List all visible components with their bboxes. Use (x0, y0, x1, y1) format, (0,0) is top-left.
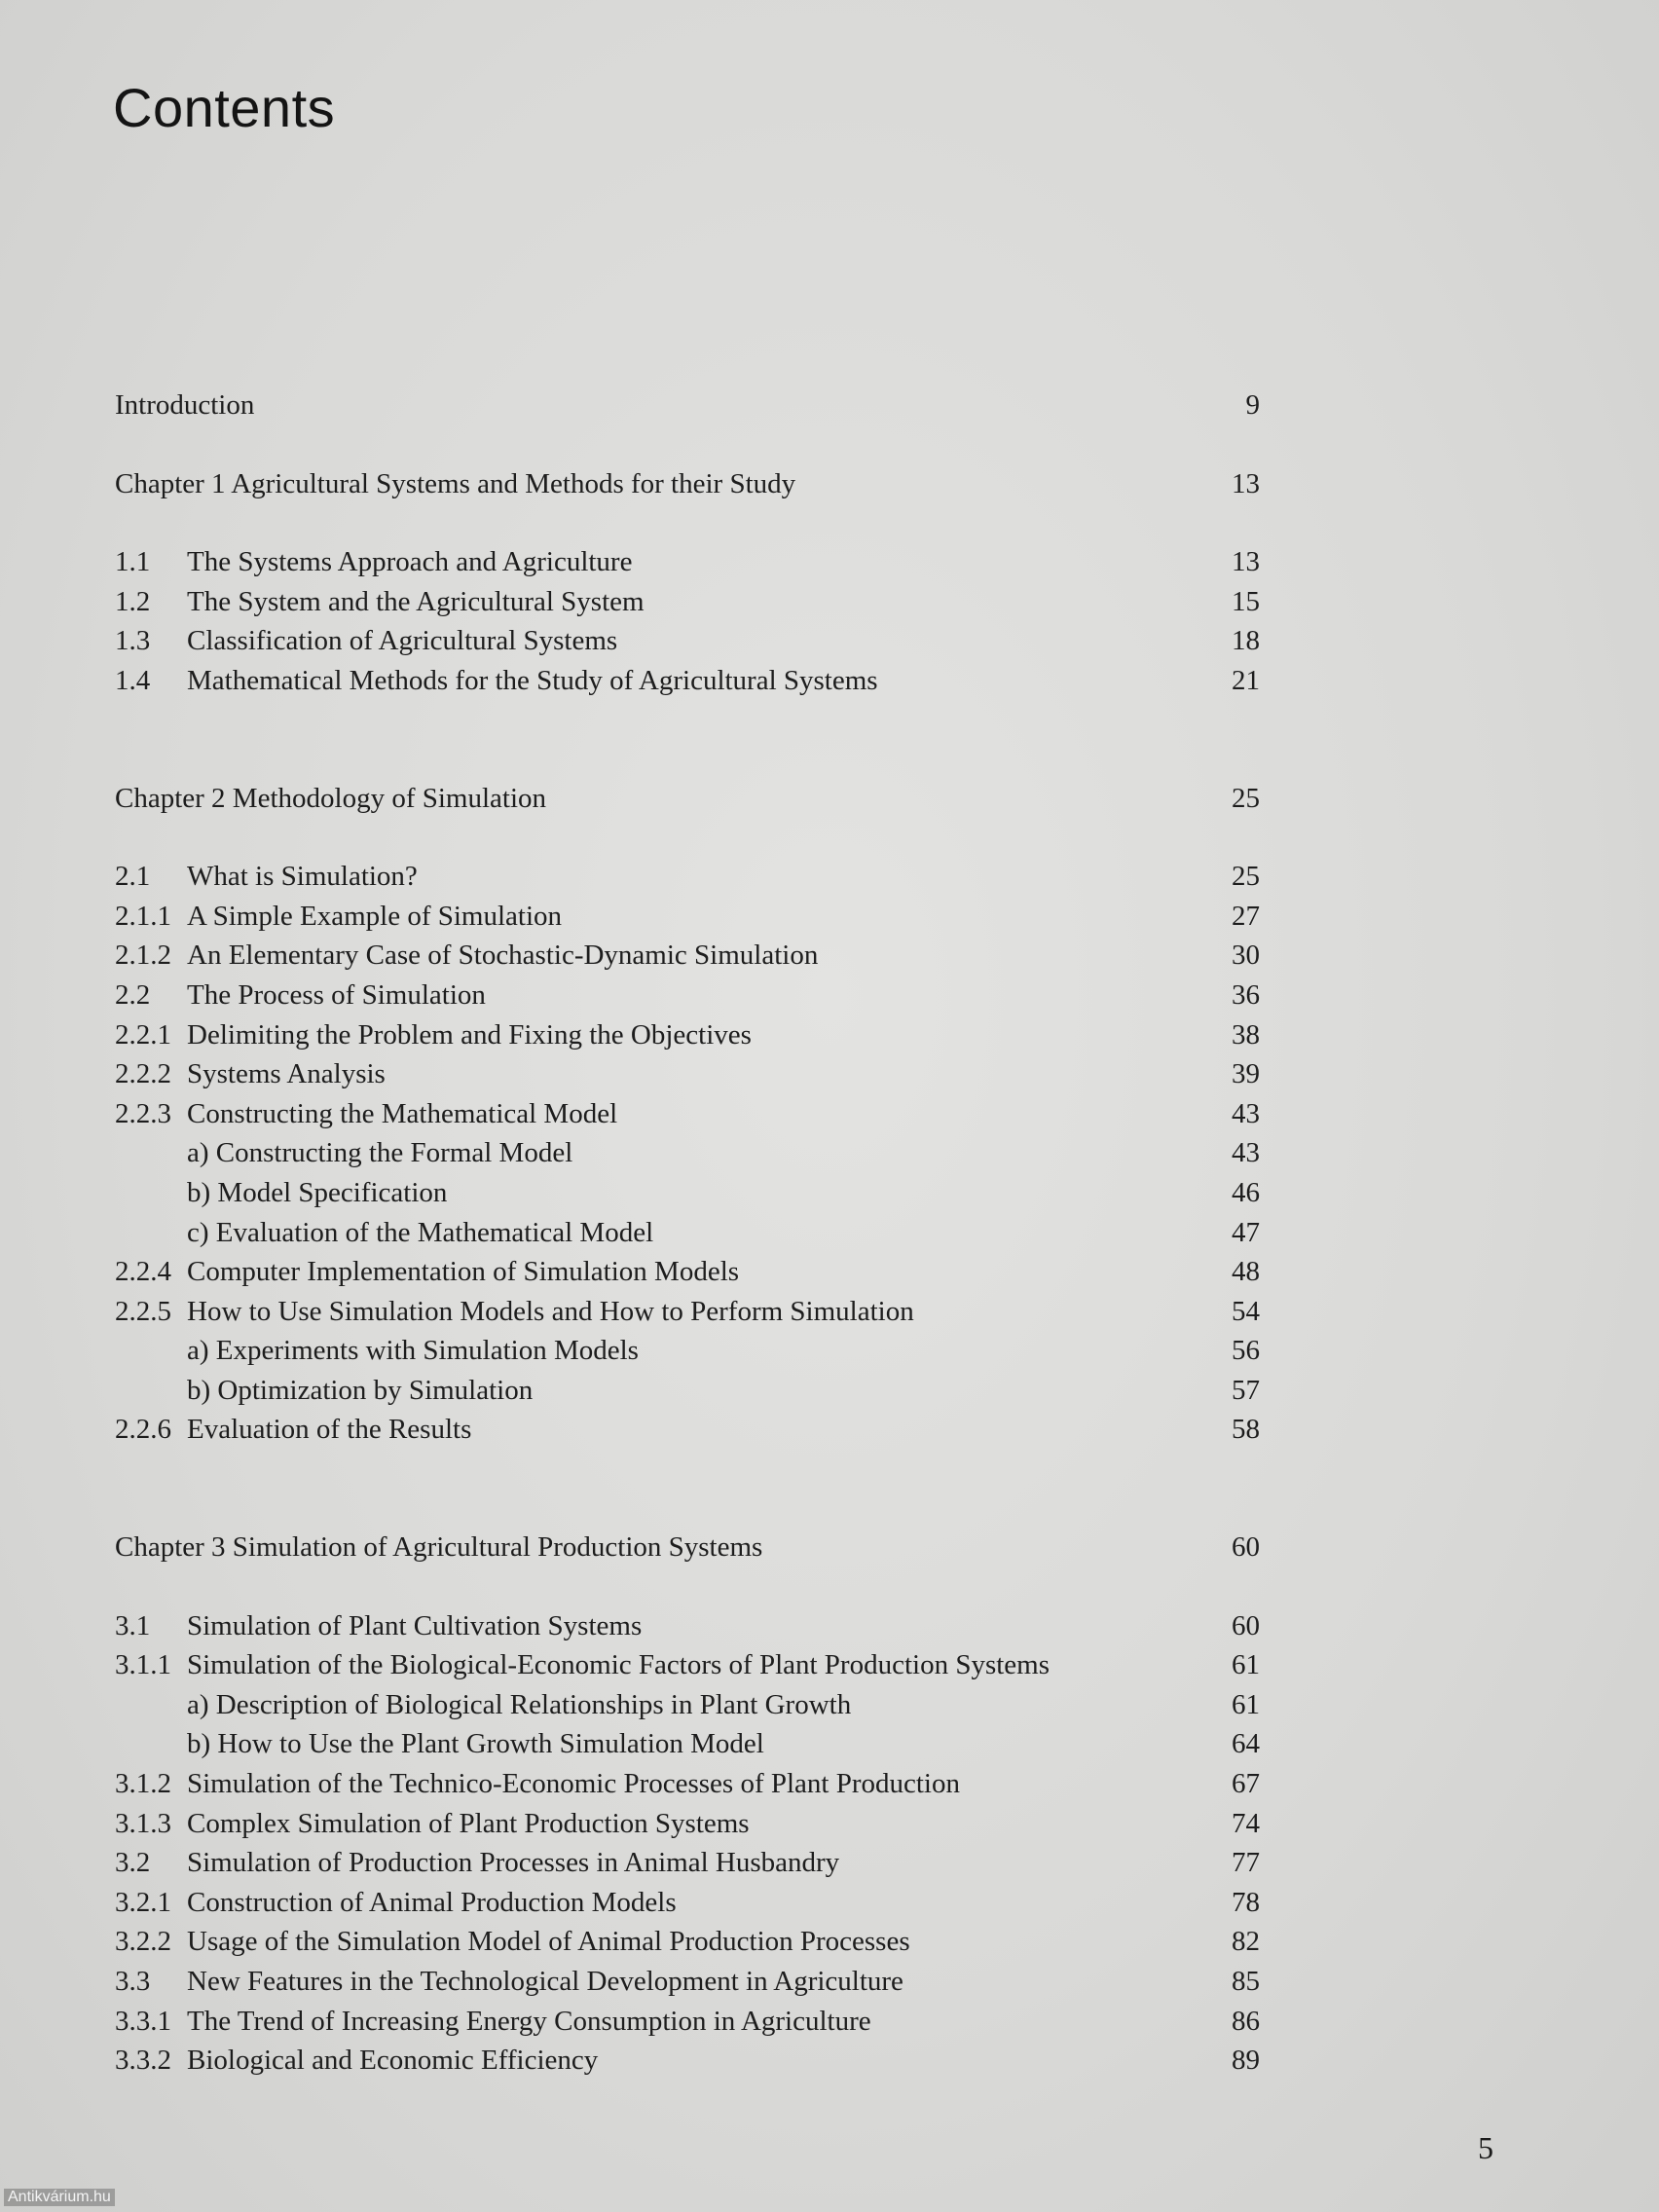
section-title: Usage of the Simulation Model of Animal Production Processes (187, 1926, 910, 1958)
toc-entry (115, 1962, 1260, 2002)
toc-entry (115, 1054, 1260, 1094)
section-title: Constructing the Mathematical Model (187, 1097, 618, 1129)
section-title: Delimiting the Problem and Fixing the Objectives (187, 1018, 752, 1051)
toc-entry (115, 857, 1260, 897)
section-number: 2.1.2 (115, 940, 171, 972)
toc-chapter-heading (115, 779, 1260, 819)
section-page: 36 (1232, 978, 1260, 1011)
section-page: 13 (1232, 546, 1260, 578)
toc-entry (115, 1133, 1260, 1173)
toc-entry (115, 621, 1260, 661)
section-page: 60 (1232, 1609, 1260, 1641)
section-title: b) Model Specification (187, 1176, 448, 1208)
section-number: 2.2.1 (115, 1018, 171, 1051)
table-of-contents (115, 386, 1260, 2081)
section-number: 2.2.5 (115, 1295, 171, 1327)
toc-entry (115, 1764, 1260, 1804)
section-number: 3.1.2 (115, 1768, 171, 1800)
section-page: 25 (1232, 861, 1260, 893)
section-title: b) How to Use the Plant Growth Simulation Model (187, 1728, 764, 1760)
section-title: Mathematical Methods for the Study of Agricultural Systems (187, 664, 878, 696)
section-title: How to Use Simulation Models and How to Perform Simulation (187, 1295, 914, 1327)
chapter-page: 25 (1232, 782, 1260, 814)
toc-entry (115, 1922, 1260, 1962)
toc-entry (115, 1213, 1260, 1253)
section-title: The Process of Simulation (187, 978, 486, 1011)
section-title: Simulation of the Biological-Economic Factors of Plant Production Systems (187, 1649, 1051, 1681)
toc-entry (115, 1685, 1260, 1725)
section-page: 47 (1232, 1216, 1260, 1248)
page-number: 5 (1478, 2130, 1493, 2165)
toc-entry (115, 1724, 1260, 1764)
section-page: 82 (1232, 1926, 1260, 1958)
section-title: Simulation of Production Processes in Animal Husbandry (187, 1847, 840, 1879)
section-number: 2.2.4 (115, 1256, 171, 1288)
section-number: 2.2 (115, 978, 151, 1011)
section-page: 18 (1232, 625, 1260, 657)
section-number: 3.2.2 (115, 1926, 171, 1958)
section-number: 2.2.3 (115, 1097, 171, 1129)
section-title: c) Evaluation of the Mathematical Model (187, 1216, 654, 1248)
section-page: 30 (1232, 940, 1260, 972)
section-title: The System and the Agricultural System (187, 585, 645, 617)
section-page: 39 (1232, 1058, 1260, 1090)
section-number: 3.2.1 (115, 1886, 171, 1918)
toc-chapter-heading (115, 464, 1260, 504)
section-title: a) Description of Biological Relationships in Plant Growth (187, 1688, 852, 1720)
toc-entry (115, 1410, 1260, 1450)
toc-entry (115, 1173, 1260, 1213)
page-title: Contents (113, 77, 336, 138)
toc-entry (115, 2041, 1260, 2081)
section-page: 57 (1232, 1374, 1260, 1406)
toc-entry (115, 1331, 1260, 1371)
section-number: 1.4 (115, 664, 151, 696)
toc-entry (115, 1371, 1260, 1411)
toc-entry (115, 1843, 1260, 1883)
toc-entry (115, 1606, 1260, 1646)
section-number: 3.3 (115, 1966, 151, 1997)
section-number: 3.1 (115, 1609, 151, 1641)
toc-entry (115, 2002, 1260, 2042)
section-number: 1.3 (115, 625, 151, 657)
section-title: Construction of Animal Production Models (187, 1886, 677, 1918)
section-page: 78 (1232, 1886, 1260, 1918)
section-page: 54 (1232, 1295, 1260, 1327)
section-title: The Trend of Increasing Energy Consumption in Agriculture (187, 2005, 871, 2037)
toc-entry (115, 1292, 1260, 1332)
section-page: 77 (1232, 1847, 1260, 1879)
section-page: 21 (1232, 664, 1260, 696)
section-page: 43 (1232, 1097, 1260, 1129)
toc-entry (115, 936, 1260, 976)
chapter-title: Chapter 2 Methodology of Simulation (115, 782, 547, 814)
section-page: 64 (1232, 1728, 1260, 1760)
section-title: Computer Implementation of Simulation Models (187, 1256, 740, 1288)
toc-entry (115, 897, 1260, 937)
section-page: 61 (1232, 1649, 1260, 1681)
toc-introduction-label: Introduction (115, 389, 255, 421)
toc-entry (115, 542, 1260, 582)
section-page: 15 (1232, 585, 1260, 617)
section-title: a) Constructing the Formal Model (187, 1137, 573, 1169)
section-number: 2.2.2 (115, 1058, 171, 1090)
watermark: Antikvárium.hu (4, 2189, 115, 2206)
section-title: Simulation of Plant Cultivation Systems (187, 1609, 643, 1641)
section-page: 43 (1232, 1137, 1260, 1169)
section-page: 67 (1232, 1768, 1260, 1800)
section-number: 1.1 (115, 546, 151, 578)
toc-entry (115, 661, 1260, 701)
section-page: 46 (1232, 1176, 1260, 1208)
section-title: A Simple Example of Simulation (187, 900, 563, 932)
section-number: 2.1.1 (115, 900, 171, 932)
toc-chapter-heading (115, 1528, 1260, 1567)
toc-entry (115, 1883, 1260, 1923)
toc-entry (115, 976, 1260, 1015)
section-title: Classification of Agricultural Systems (187, 625, 618, 657)
section-page: 56 (1232, 1335, 1260, 1367)
section-number: 2.1 (115, 861, 151, 893)
toc-entry (115, 1015, 1260, 1055)
section-number: 3.1.1 (115, 1649, 171, 1681)
chapter-page: 60 (1232, 1531, 1260, 1564)
section-title: b) Optimization by Simulation (187, 1374, 534, 1406)
section-number: 1.2 (115, 585, 151, 617)
section-number: 2.2.6 (115, 1414, 171, 1446)
toc-introduction-page: 9 (1245, 389, 1260, 421)
section-number: 3.1.3 (115, 1807, 171, 1839)
toc-entry (115, 1252, 1260, 1292)
section-page: 61 (1232, 1688, 1260, 1720)
chapter-title: Chapter 1 Agricultural Systems and Methods for their Study (115, 467, 796, 499)
section-title: Simulation of the Technico-Economic Processes of Plant Production (187, 1768, 960, 1800)
section-number: 3.3.1 (115, 2005, 171, 2037)
toc-entry (115, 1645, 1260, 1685)
section-title: Systems Analysis (187, 1058, 386, 1090)
section-page: 27 (1232, 900, 1260, 932)
toc-entry (115, 1094, 1260, 1134)
section-page: 89 (1232, 2045, 1260, 2077)
chapter-title: Chapter 3 Simulation of Agricultural Production Systems (115, 1531, 763, 1564)
section-page: 85 (1232, 1966, 1260, 1997)
toc-introduction (115, 386, 1260, 425)
section-title: The Systems Approach and Agriculture (187, 546, 633, 578)
section-number: 3.2 (115, 1847, 151, 1879)
toc-chapters (115, 464, 1260, 2081)
toc-entry (115, 1804, 1260, 1844)
section-page: 74 (1232, 1807, 1260, 1839)
section-title: New Features in the Technological Development in Agriculture (187, 1966, 903, 1997)
section-number: 3.3.2 (115, 2045, 171, 2077)
section-title: Biological and Economic Efficiency (187, 2045, 599, 2077)
chapter-page: 13 (1232, 467, 1260, 499)
section-title: a) Experiments with Simulation Models (187, 1335, 639, 1367)
section-title: What is Simulation? (187, 861, 418, 893)
section-page: 86 (1232, 2005, 1260, 2037)
section-title: An Elementary Case of Stochastic-Dynamic Simulation (187, 940, 819, 972)
toc-entry (115, 582, 1260, 622)
section-page: 38 (1232, 1018, 1260, 1051)
section-title: Complex Simulation of Plant Production Systems (187, 1807, 750, 1839)
section-page: 48 (1232, 1256, 1260, 1288)
section-title: Evaluation of the Results (187, 1414, 472, 1446)
section-page: 58 (1232, 1414, 1260, 1446)
